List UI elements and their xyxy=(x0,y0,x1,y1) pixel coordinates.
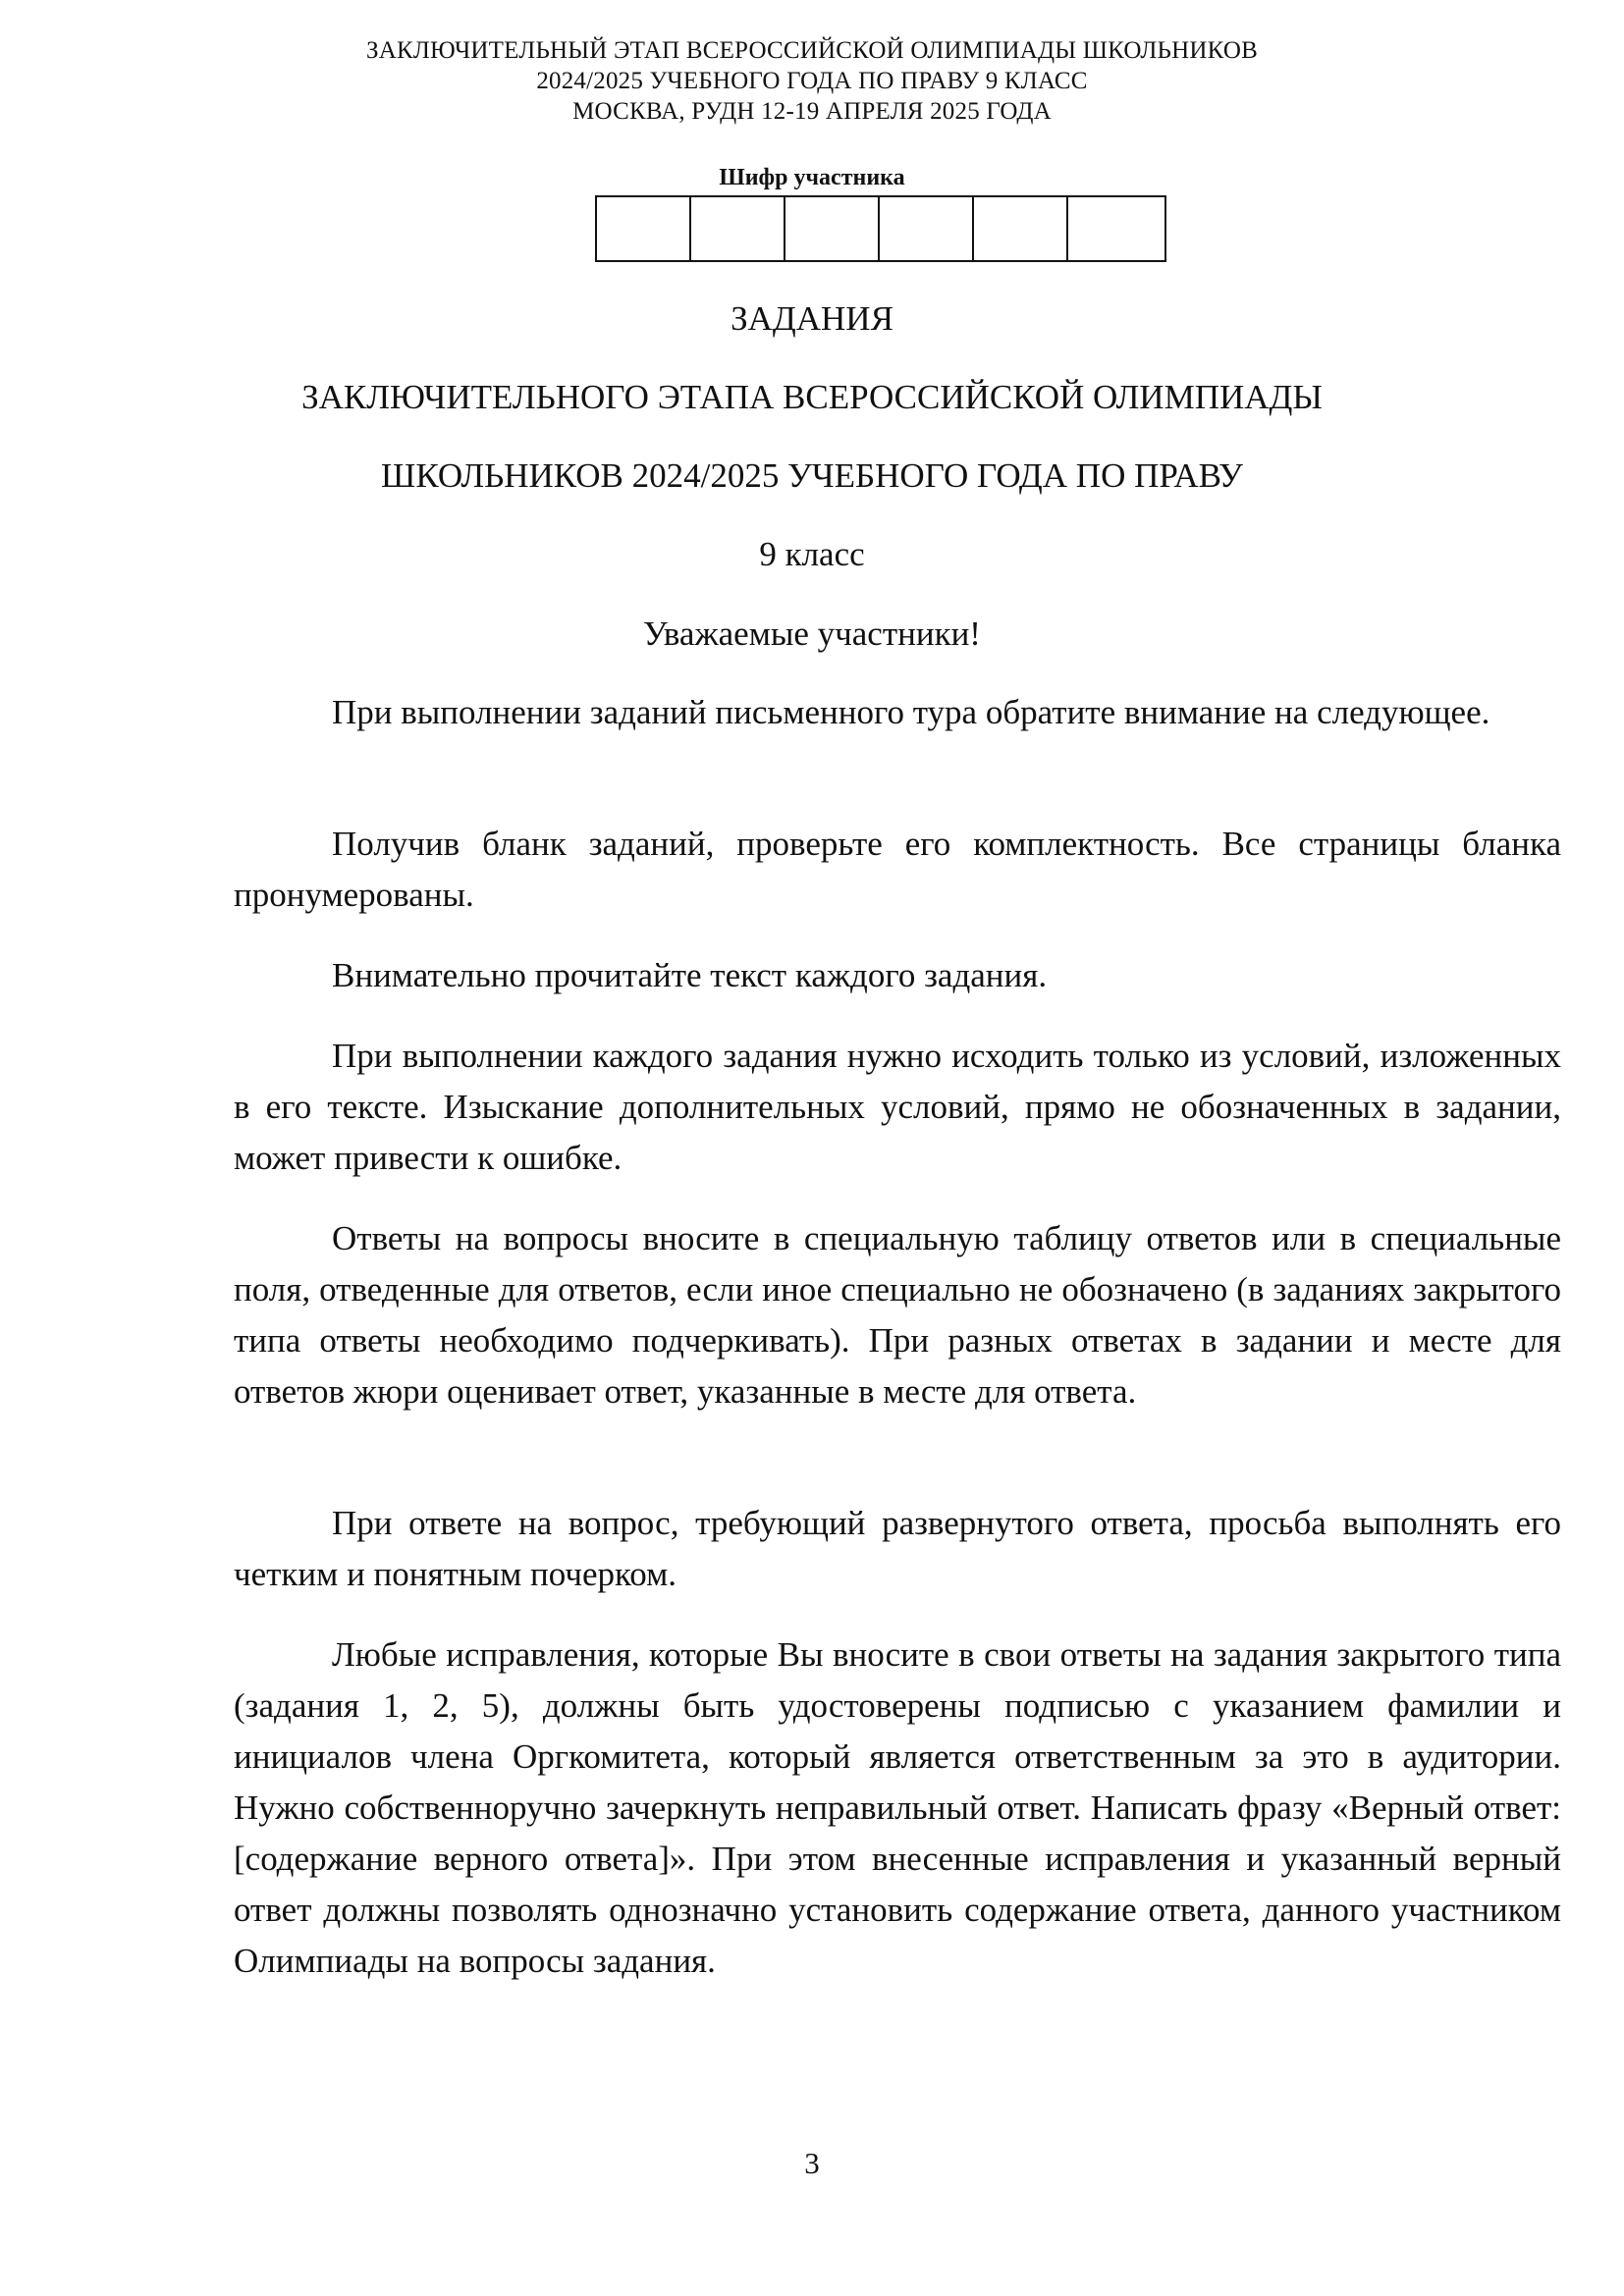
instruction-paragraph-7 xyxy=(234,1629,1561,1987)
header-line-1: ЗАКЛЮЧИТЕЛЬНЫЙ ЭТАП ВСЕРОССИЙСКОЙ ОЛИМПИАДЫ ШКОЛЬНИКОВ xyxy=(366,37,1258,64)
document-subtitle-line-2: ШКОЛЬНИКОВ 2024/2025 УЧЕБНОГО ГОДА ПО ПРАВУ xyxy=(381,456,1243,495)
cipher-box[interactable] xyxy=(1068,197,1164,260)
grade-label: 9 класс xyxy=(759,535,865,573)
cipher-box[interactable] xyxy=(785,197,880,260)
instruction-paragraph-6 xyxy=(234,1498,1561,1600)
cipher-box[interactable] xyxy=(880,197,974,260)
paragraph-text: При выполнении заданий письменного тура обратите внимание на следующее. xyxy=(332,693,1490,731)
participant-cipher-boxes xyxy=(595,195,1166,262)
cipher-box[interactable] xyxy=(597,197,691,260)
paragraph-text: Получив бланк заданий, проверьте его комплектность. Все страницы бланка пронумерованы. xyxy=(234,825,1561,914)
header-line-3: МОСКВА, РУДН 12-19 АПРЕЛЯ 2025 ГОДА xyxy=(572,98,1052,125)
paragraph-text: Любые исправления, которые Вы вносите в свои ответы на задания закрытого типа (задания 1, 2, 5), должны быть удостоверены подписью с указанием фамилии и инициалов члена Оргкомитета, который является ответственным за это в аудитории. Нужно собственноручно зачеркнуть неправильный ответ. Написать фразу «Верный ответ: [содержание верного ответа]». При этом внесенные исправления и указанный верный ответ должны позволять однозначно установить содержание ответа, данного участником Олимпиады на вопросы задания. xyxy=(234,1635,1561,1980)
paragraph-text: Внимательно прочитайте текст каждого задания. xyxy=(332,956,1048,994)
paragraph-text: При ответе на вопрос, требующий развернутого ответа, просьба выполнять его четким и понятным почерком. xyxy=(234,1504,1561,1593)
instruction-paragraph-2 xyxy=(234,819,1561,921)
document-title: ЗАДАНИЯ xyxy=(731,299,893,338)
cipher-box[interactable] xyxy=(974,197,1068,260)
header-line-2: 2024/2025 УЧЕБНОГО ГОДА ПО ПРАВУ 9 КЛАСС xyxy=(536,68,1088,94)
instruction-paragraph-3 xyxy=(234,950,1561,1001)
instruction-paragraph-5 xyxy=(234,1213,1561,1417)
paragraph-text: При выполнении каждого задания нужно исходить только из условий, изложенных в его тексте. Изыскание дополнительных условий, прямо не обозначенных в задании, может привести к ошибке. xyxy=(234,1037,1561,1177)
paragraph-text: Ответы на вопросы вносите в специальную таблицу ответов или в специальные поля, отведенные для ответов, если иное специально не обозначено (в заданиях закрытого типа ответы необходимо подчеркивать). При разных ответах в задании и месте для ответов жюри оценивает ответ, указанные в месте для ответа. xyxy=(234,1219,1561,1411)
instruction-paragraph-1 xyxy=(234,687,1561,738)
document-subtitle-line-1: ЗАКЛЮЧИТЕЛЬНОГО ЭТАПА ВСЕРОССИЙСКОЙ ОЛИМПИАДЫ xyxy=(301,378,1323,416)
cipher-box[interactable] xyxy=(691,197,785,260)
running-header xyxy=(0,35,1624,127)
greeting: Уважаемые участники! xyxy=(643,614,981,653)
instruction-paragraph-4 xyxy=(234,1031,1561,1184)
page-number: 3 xyxy=(804,2146,820,2180)
participant-cipher-label: Шифр участника xyxy=(719,165,905,190)
